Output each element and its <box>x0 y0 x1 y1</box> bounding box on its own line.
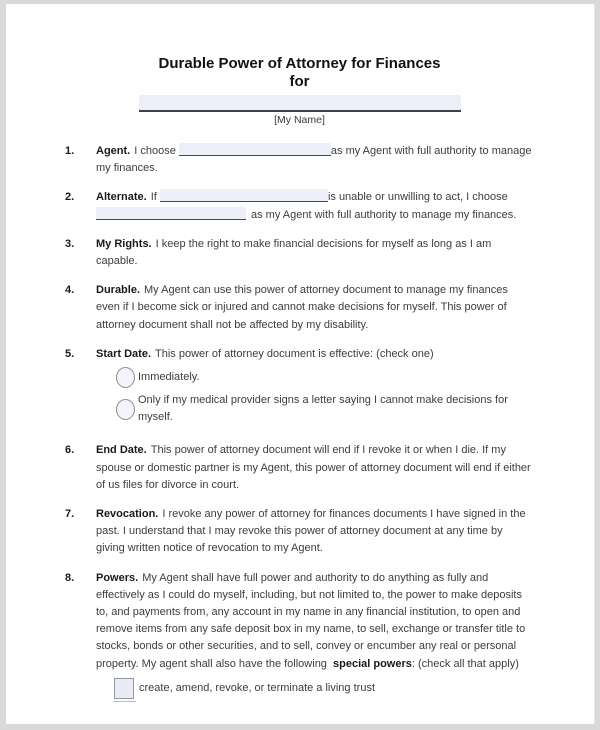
section-number: 7. <box>65 508 75 521</box>
section-number: 5. <box>65 347 75 360</box>
section-term: Start Date. <box>96 347 152 360</box>
section-my-rights <box>65 236 534 270</box>
clauses-list <box>65 143 534 699</box>
checkbox-label: create, amend, revoke, or terminate a living trust <box>139 681 375 694</box>
agent-text-after: as my Agent with full authority to manage my finances. <box>96 145 532 175</box>
radio-button-icon[interactable] <box>116 399 135 420</box>
special-power-living-trust[interactable] <box>114 678 534 699</box>
my-rights-text: I keep the right to make financial decisions for myself as long as I am capable. <box>96 237 492 268</box>
section-text <box>96 282 534 334</box>
section-term: Durable. <box>96 284 141 297</box>
section-number: 2. <box>65 191 75 204</box>
option-label: Immediately. <box>138 370 200 383</box>
section-term: Agent. <box>96 145 131 157</box>
section-durable <box>65 282 534 334</box>
title-for-label: for <box>289 73 310 90</box>
option-label: Only if my medical provider signs a letter saying I cannot make decisions for myself. <box>138 394 508 424</box>
alternate-name-blank[interactable] <box>160 189 328 202</box>
durable-text: My Agent can use this power of attorney document to manage my finances even if I become sick or injured and cannot make decisions for myself. This power of attorney document shall not be affected by my disability. <box>96 284 508 331</box>
alternate-text-mid: is unable or unwilling to act, I choose <box>327 191 508 204</box>
powers-text: My Agent shall have full power and authority to do anything as fully and effectively as I could do myself, including, but not limited to, the power to make deposits to, and payments from, any account in my name in any financial institution, to open and remove items from any safe deposit box in my name, to sell, exchange or transfer title to stocks, bonds or other securities, and to sell, convey or encumber any real or personal property. My agent shall also have the following <box>96 571 526 670</box>
section-number: 4. <box>65 284 75 297</box>
start-date-text: This power of attorney document is effective: (check one) <box>155 347 434 360</box>
section-end-date <box>65 442 534 494</box>
section-powers <box>65 570 534 699</box>
agent-name-blank[interactable] <box>179 143 331 156</box>
my-name-input[interactable] <box>139 95 461 112</box>
section-text <box>96 346 534 431</box>
section-text <box>96 143 534 177</box>
section-text <box>96 236 534 270</box>
section-number: 1. <box>65 145 75 157</box>
revocation-text: I revoke any power of attorney for finances documents I have signed in the past. I understand that I may revoke this power of attorney document at any time by giving written notice of revocation to my Agent. <box>96 508 526 555</box>
start-date-option-medical-letter[interactable] <box>116 392 534 426</box>
alternate-second-blank[interactable] <box>96 207 246 220</box>
section-agent <box>65 143 534 177</box>
checkbox-icon[interactable] <box>114 678 134 699</box>
page-title: Durable Power of Attorney for Finances <box>158 55 441 72</box>
alternate-text-before: If <box>150 191 157 204</box>
section-term: End Date. <box>96 444 147 457</box>
section-text <box>96 570 534 699</box>
powers-special-bold: special powers <box>333 657 412 670</box>
powers-special-rest: : (check all that apply) <box>411 657 519 670</box>
section-text <box>96 506 534 558</box>
agent-text-before: I choose <box>134 145 176 157</box>
section-number: 6. <box>65 444 75 457</box>
start-date-option-immediately[interactable] <box>116 367 534 388</box>
radio-button-icon[interactable] <box>116 367 135 388</box>
section-alternate <box>65 189 534 223</box>
alternate-text-after: as my Agent with full authority to manage my finances. <box>251 208 517 221</box>
end-date-text: This power of attorney document will end if I revoke it or when I die. If my spouse or domestic partner is my Agent, this power of attorney document will end if either of us files for divorce in court. <box>96 444 531 491</box>
section-text <box>96 189 534 223</box>
section-revocation <box>65 506 534 558</box>
section-term: Revocation. <box>96 508 159 521</box>
section-start-date <box>65 346 534 431</box>
section-term: Powers. <box>96 571 139 584</box>
section-number: 3. <box>65 237 75 250</box>
section-number: 8. <box>65 571 75 584</box>
my-name-caption: [My Name] <box>274 114 325 126</box>
section-term: Alternate. <box>96 191 147 204</box>
section-term: My Rights. <box>96 237 152 250</box>
section-text <box>96 442 534 494</box>
document-page <box>6 4 595 724</box>
